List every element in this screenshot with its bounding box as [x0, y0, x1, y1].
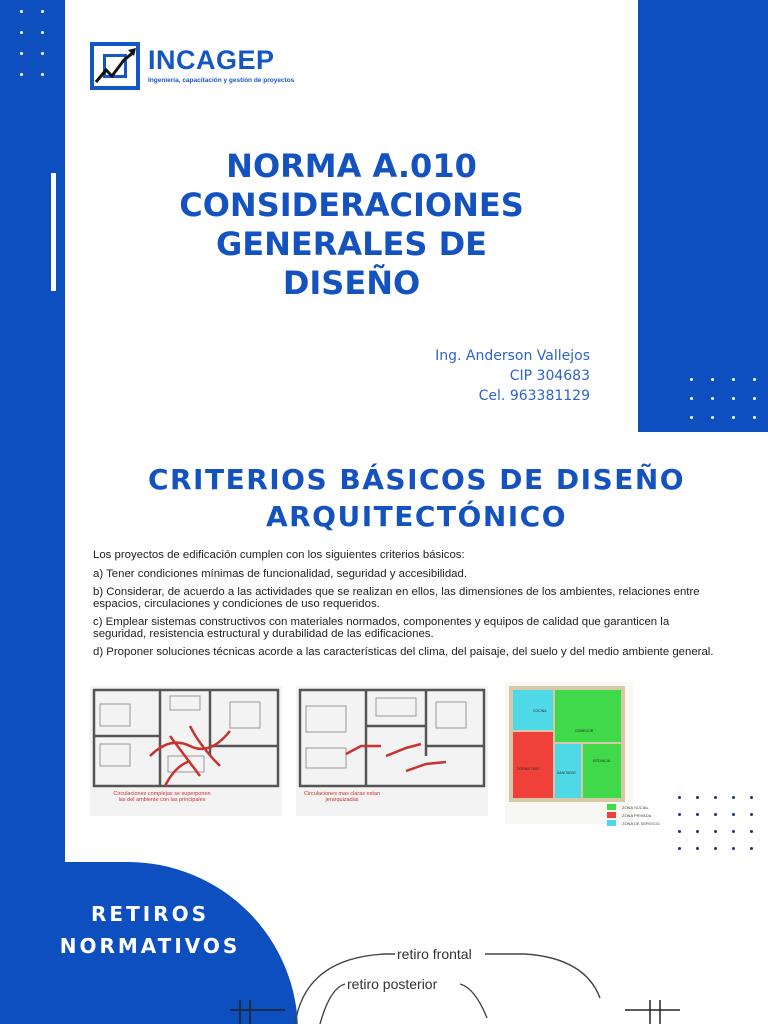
criteria-item: a) Tener condiciones mínimas de funcionalidad, seguridad y accesibilidad. — [93, 567, 467, 580]
room-label: COMEDOR — [575, 729, 594, 733]
room-label: SANITARIO — [557, 771, 576, 775]
retiros-diagram — [225, 938, 685, 1024]
criteria-item: d) Proponer soluciones técnicas acorde a las características del clima, del paisaje, del suelo y del medio ambiente general. — [93, 646, 714, 658]
room-label: ESTANCIA — [593, 759, 611, 763]
logo-tagline: Ingeniería, capacitación y gestión de proyectos — [148, 77, 295, 84]
logo-name: INCAGEP — [148, 45, 275, 75]
author-cip: CIP 304683 — [509, 368, 590, 384]
decorative-dots — [678, 796, 753, 850]
criteria-text — [93, 550, 723, 666]
incagep-logo — [90, 42, 310, 92]
retiro-posterior-label: retiro posterior — [347, 976, 438, 992]
criteria-item: c) Emplear sistemas constructivos con materiales normados, componentes y equipos de calidad que garanticen la seguridad, resistencia estructural y durabilidad de las edificaciones. — [93, 616, 670, 640]
room-label: DORMITORIO — [517, 767, 540, 771]
author-info — [435, 346, 590, 406]
author-name: Ing. Anderson Vallejos — [435, 348, 590, 364]
plan-caption: Circulaciones mas claras estan jerarquizadas — [303, 791, 381, 803]
retiros-title: RETIROS NORMATIVOS — [59, 902, 241, 958]
author-phone: Cel. 963381129 — [478, 388, 590, 404]
page-title: NORMA A.010 CONSIDERACIONES GENERALES DE DISEÑO — [179, 147, 524, 302]
section-title: CRITERIOS BÁSICOS DE DISEÑO ARQUITECTÓNICO — [147, 463, 686, 533]
retiro-frontal-label: retiro frontal — [397, 946, 472, 962]
room-label: COCINA — [533, 709, 547, 713]
plan-caption: Circulaciones complejas se superponen las del ambiente con las principales — [113, 791, 211, 803]
decorative-bar — [51, 173, 56, 291]
logo-arrow-icon — [90, 42, 150, 92]
criteria-intro: Los proyectos de edificación cumplen con los siguientes criterios básicos: — [93, 549, 465, 561]
decorative-dots — [690, 378, 756, 438]
criteria-item: b) Considerar, de acuerdo a las actividades que se realizan en ellos, las dimensiones de los ambientes, relaciones entre espacios, circulaciones y condiciones de uso requeridos. — [93, 586, 700, 610]
zone-legend: ZONA SOCIAL ZONA PRIVADA ZONA DE SERVICIO — [607, 803, 660, 827]
decorative-dots — [20, 10, 44, 76]
